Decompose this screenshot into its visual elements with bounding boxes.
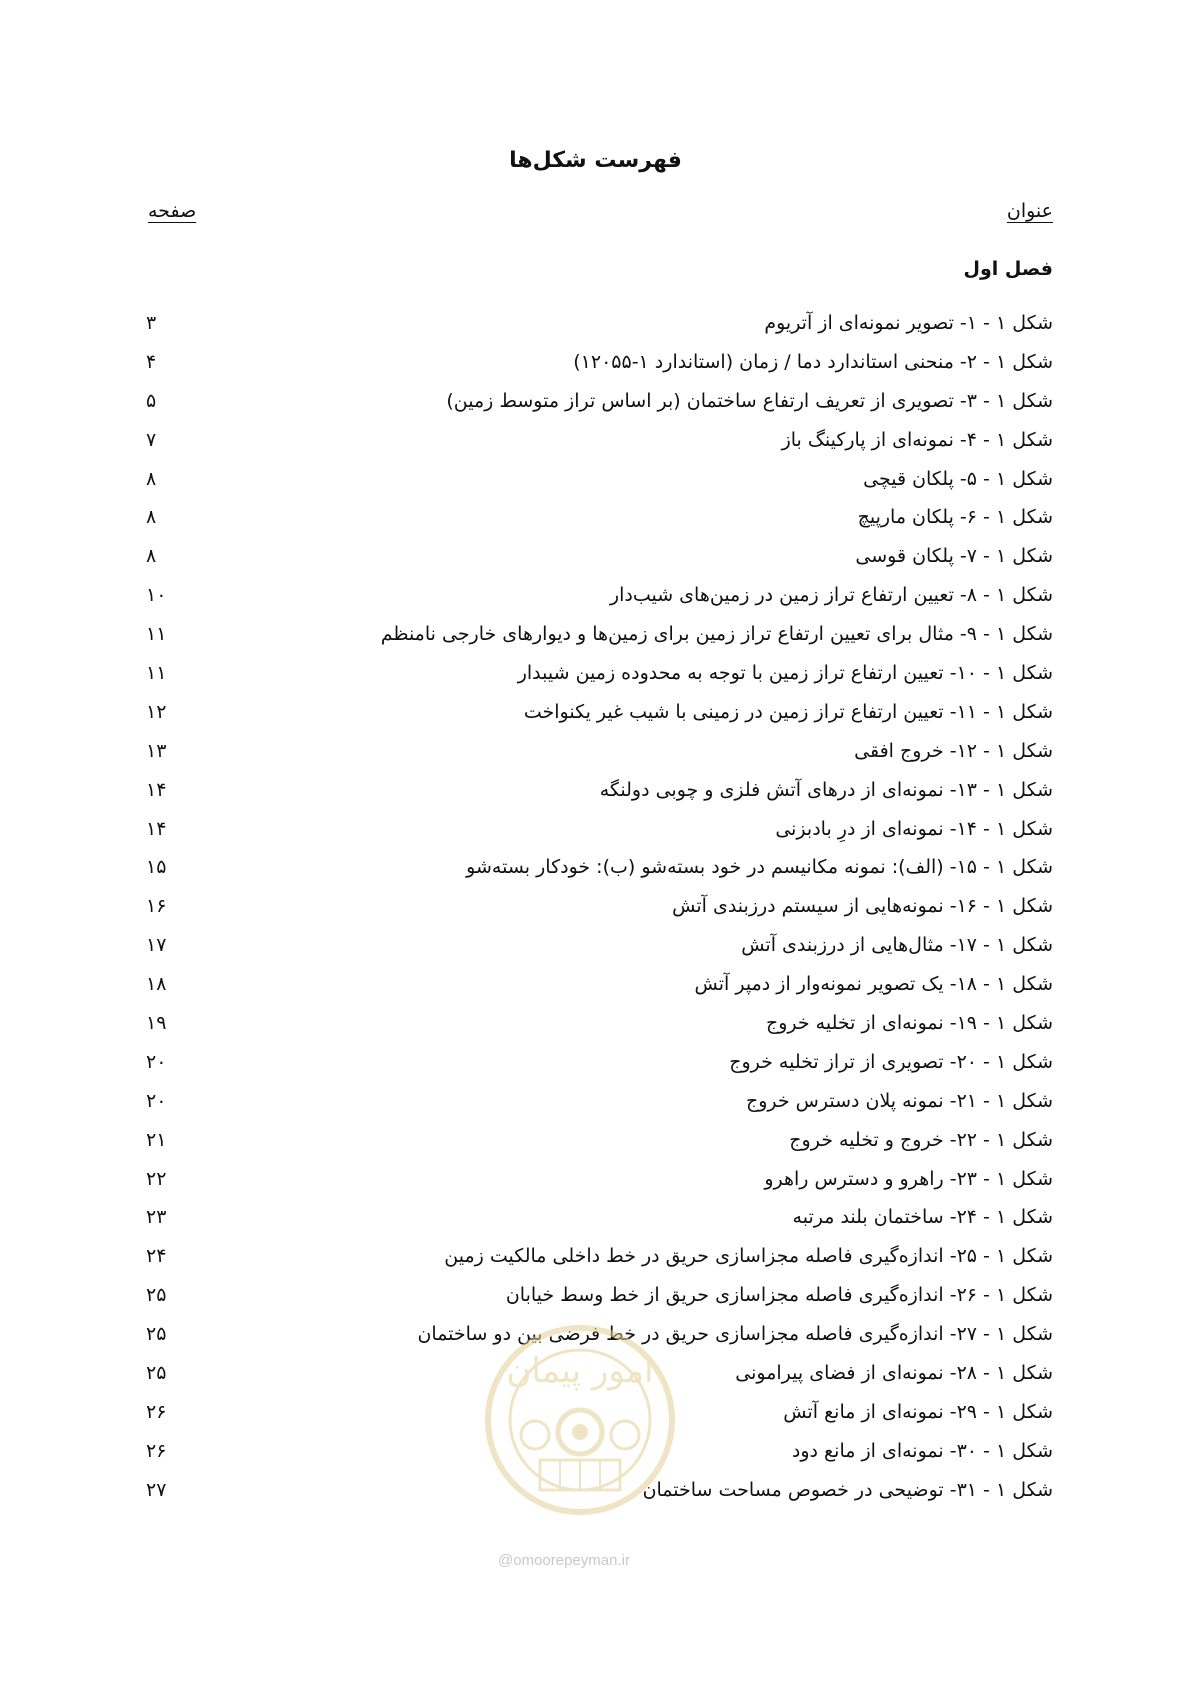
entry-page-number: ۸ <box>146 545 157 568</box>
entry-title: شکل ۱ - ۳۰- نمونه‌ای از مانع دود <box>791 1439 1053 1462</box>
entry-page-number: ۱۴ <box>146 817 167 840</box>
entry-page-number: ۲۵ <box>146 1362 167 1385</box>
list-item <box>0 543 1191 582</box>
list-item <box>0 1243 1191 1282</box>
entry-page-number: ۱۲ <box>146 700 167 723</box>
entry-page-number: ۲۷ <box>146 1478 167 1501</box>
list-item <box>0 621 1191 660</box>
entry-title: شکل ۱ - ۶- پلکان مارپیچ <box>857 506 1053 529</box>
entry-page-number: ۸ <box>146 506 157 529</box>
entry-title: شکل ۱ - ۴- نمونه‌ای از پارکینگ باز <box>781 428 1053 451</box>
entry-page-number: ۱۸ <box>146 973 167 996</box>
page-title: فهرست شکل‌ها <box>509 148 682 173</box>
entry-page-number: ۲۰ <box>146 1050 167 1073</box>
list-item <box>0 310 1191 349</box>
list-item <box>0 1166 1191 1205</box>
list-item <box>0 893 1191 932</box>
entry-page-number: ۲۵ <box>146 1284 167 1307</box>
entry-title: شکل ۱ - ۲۰- تصویری از تراز تخلیه خروج <box>729 1050 1053 1073</box>
list-item <box>0 349 1191 388</box>
entry-page-number: ۳ <box>146 312 157 334</box>
section-heading: فصل اول <box>963 258 1053 280</box>
entry-page-number: ۲۲ <box>146 1167 167 1190</box>
entry-title: شکل ۱ - ۱۵- (الف): نمونه مکانیسم در خود بسته‌شو (ب): خودکار بسته‌شو <box>466 856 1053 879</box>
entry-page-number: ۱۵ <box>146 856 167 879</box>
list-item <box>0 466 1191 505</box>
entry-page-number: ۱۴ <box>146 778 167 801</box>
entry-page-number: ۱۶ <box>146 895 167 918</box>
entry-title: شکل ۱ - ۳- تصویری از تعریف ارتفاع ساختمان (بر اساس تراز متوسط زمین) <box>446 389 1053 412</box>
entry-title: شکل ۱ - ۱۷- مثال‌هایی از درزبندی آتش <box>741 934 1053 957</box>
entry-page-number: ۸ <box>146 467 157 490</box>
entry-title: شکل ۱ - ۲۳- راهرو و دسترس راهرو <box>764 1167 1053 1190</box>
list-item <box>0 738 1191 777</box>
entry-title: شکل ۱ - ۱۰- تعیین ارتفاع تراز زمین با توجه به محدوده زمین شیبدار <box>517 662 1053 685</box>
entry-page-number: ۱۰ <box>146 584 167 607</box>
watermark-logo-icon <box>480 1320 680 1520</box>
entry-page-number: ۱۱ <box>146 662 167 685</box>
entry-page-number: ۲۰ <box>146 1089 167 1112</box>
entry-title: شکل ۱ - ۱۱- تعیین ارتفاع تراز زمین در زمینی با شیب غیر یکنواخت <box>523 700 1053 723</box>
list-item <box>0 582 1191 621</box>
list-item <box>0 932 1191 971</box>
entry-title: شکل ۱ - ۱۸- یک تصویر نمونه‌وار از دمپر آتش <box>694 973 1053 996</box>
entry-title: شکل ۱ - ۲۶- اندازه‌گیری فاصله مجزاسازی حریق از خط وسط خیابان <box>505 1284 1053 1307</box>
list-item <box>0 1088 1191 1127</box>
entry-title: شکل ۱ - ۱۲- خروج افقی <box>854 739 1053 762</box>
list-item <box>0 504 1191 543</box>
entry-title: شکل ۱ - ۱۴- نمونه‌ای از درِ بادبزنی <box>775 817 1053 840</box>
list-item <box>0 388 1191 427</box>
entry-title: شکل ۱ - ۱- تصویر نمونه‌ای از آتریوم <box>764 312 1053 334</box>
entry-title: شکل ۱ - ۲۴- ساختمان بلند مرتبه <box>792 1206 1053 1229</box>
entry-title: شکل ۱ - ۲۷- اندازه‌گیری فاصله مجزاسازی حریق در خط فرضی بین دو ساختمان <box>417 1323 1053 1346</box>
entry-title: شکل ۱ - ۱۹- نمونه‌ای از تخلیه خروج <box>765 1012 1053 1035</box>
list-item <box>0 1010 1191 1049</box>
list-item <box>0 660 1191 699</box>
column-header-page: صفحه <box>148 200 197 222</box>
entry-title: شکل ۱ - ۲- منحنی استاندارد دما / زمان (استاندارد ۱-۱۲۰۵۵) <box>573 350 1053 373</box>
list-item <box>0 777 1191 816</box>
entry-page-number: ۱۹ <box>146 1012 167 1035</box>
entry-page-number: ۱۱ <box>146 623 167 646</box>
list-item <box>0 699 1191 738</box>
entry-page-number: ۲۶ <box>146 1400 167 1423</box>
entry-title: شکل ۱ - ۷- پلکان قوسی <box>855 545 1053 568</box>
list-item <box>0 1127 1191 1166</box>
entry-title: شکل ۱ - ۱۶- نمونه‌هایی از سیستم درزبندی آتش <box>672 895 1053 918</box>
entry-title: شکل ۱ - ۲۵- اندازه‌گیری فاصله مجزاسازی حریق در خط داخلی مالکیت زمین <box>444 1245 1053 1268</box>
entry-title: شکل ۱ - ۳۱- توضیحی در خصوص مساحت ساختمان <box>642 1478 1053 1501</box>
entry-title: شکل ۱ - ۲۲- خروج و تخلیه خروج <box>789 1128 1053 1151</box>
entry-title: شکل ۱ - ۲۹- نمونه‌ای از مانع آتش <box>783 1400 1053 1423</box>
list-item <box>0 971 1191 1010</box>
list-item <box>0 427 1191 466</box>
list-item <box>0 816 1191 855</box>
entry-title: شکل ۱ - ۵- پلکان قیچی <box>863 467 1053 490</box>
entry-title: شکل ۱ - ۹- مثال برای تعیین ارتفاع تراز زمین برای زمین‌ها و دیوارهای خارجی نامنظم <box>380 623 1053 646</box>
entry-page-number: ۲۶ <box>146 1439 167 1462</box>
entry-page-number: ۲۵ <box>146 1323 167 1346</box>
entry-page-number: ۲۳ <box>146 1206 167 1229</box>
list-item <box>0 1049 1191 1088</box>
entry-page-number: ۱۷ <box>146 934 167 957</box>
entry-title: شکل ۱ - ۱۳- نمونه‌ای از درهای آتش فلزی و چوبی دولنگه <box>599 778 1053 801</box>
entry-title: شکل ۱ - ۲۱- نمونه پلان دسترس خروج <box>745 1089 1053 1112</box>
entry-page-number: ۱۳ <box>146 739 167 762</box>
entry-page-number: ۴ <box>146 350 157 373</box>
list-item <box>0 1282 1191 1321</box>
list-item <box>0 854 1191 893</box>
list-item <box>0 1204 1191 1243</box>
watermark-site: @omoorepeyman.ir <box>498 1552 630 1569</box>
entry-page-number: ۵ <box>146 389 157 412</box>
entry-page-number: ۷ <box>146 428 157 451</box>
column-header-title: عنوان <box>1006 200 1053 222</box>
watermark-logo-text: امور پیمان <box>506 1351 654 1391</box>
entry-page-number: ۲۱ <box>146 1128 167 1151</box>
entry-title: شکل ۱ - ۸- تعیین ارتفاع تراز زمین در زمین‌های شیب‌دار <box>609 584 1053 607</box>
entry-page-number: ۲۴ <box>146 1245 167 1268</box>
entry-title: شکل ۱ - ۲۸- نمونه‌ای از فضای پیرامونی <box>735 1362 1053 1385</box>
